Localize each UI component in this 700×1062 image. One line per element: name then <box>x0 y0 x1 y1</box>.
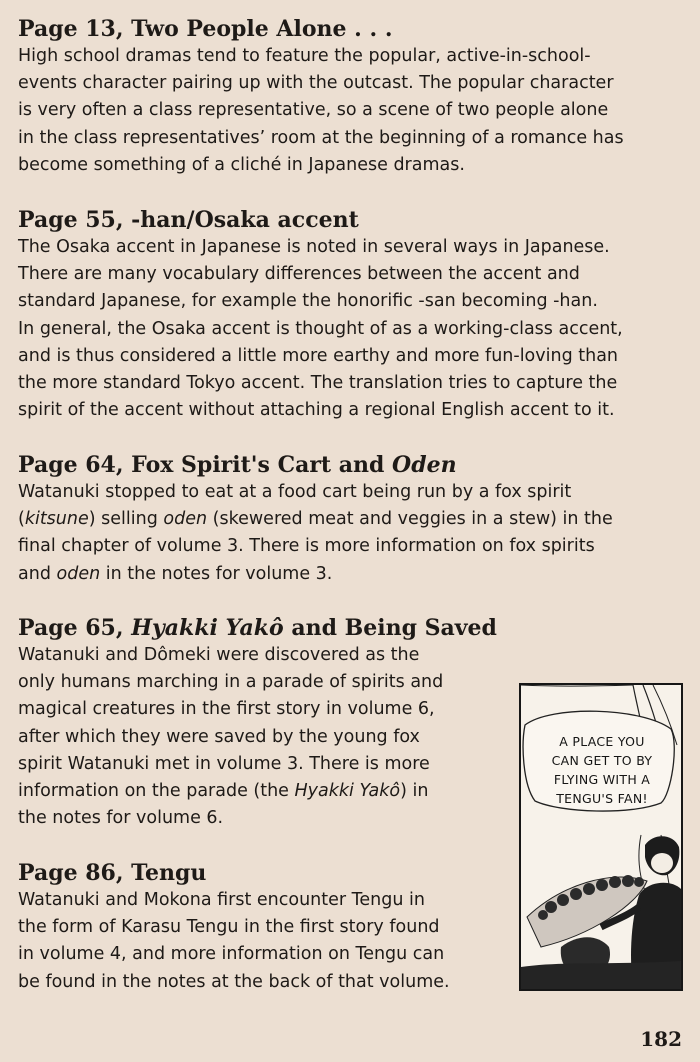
note-body <box>18 43 624 179</box>
note-page-86 <box>18 860 450 996</box>
note-line: spirit Watanuki met in volume 3. There is more <box>18 753 430 774</box>
note-line: and is thus considered a little more earthy and more fun-loving than <box>18 345 619 366</box>
note-line: is very often a class representative, so a scene of two people alone <box>18 100 609 121</box>
note-page-64 <box>18 452 613 588</box>
note-line: There are many vocabulary differences between the accent and <box>18 264 580 285</box>
note-body <box>18 887 450 996</box>
speech-bubble: A PLACE YOU CAN GET TO BY FLYING WITH A TENGU'S FAN! <box>551 734 653 806</box>
manga-panel-illustration <box>521 685 681 989</box>
note-line: in volume 4, and more information on Tengu can <box>18 944 445 965</box>
note-line: the form of Karasu Tengu in the first story found <box>18 917 440 938</box>
note-line: final chapter of volume 3. There is more information on fox spirits <box>18 536 595 557</box>
note-line: Watanuki stopped to eat at a food cart being run by a fox spirit <box>18 482 572 502</box>
note-line: become something of a cliché in Japanese dramas. <box>18 154 465 175</box>
note-line: (kitsune) selling oden (skewered meat and veggies in a stew) in the <box>18 509 613 530</box>
note-line: and oden in the notes for volume 3. <box>18 563 333 584</box>
note-heading: Page 86, Tengu <box>18 860 207 886</box>
note-line: The Osaka accent in Japanese is noted in several ways in Japanese. <box>18 237 610 257</box>
note-heading: Page 13, Two People Alone . . . <box>18 16 393 42</box>
note-line: after which they were saved by the young fox <box>18 726 420 747</box>
note-line: only humans marching in a parade of spirits and <box>18 672 444 693</box>
note-line: In general, the Osaka accent is thought of as a working-class accent, <box>18 318 623 339</box>
note-body <box>18 642 497 832</box>
note-body <box>18 479 613 588</box>
note-line: Watanuki and Dômeki were discovered as the <box>18 645 420 665</box>
note-line: the notes for volume 6. <box>18 808 224 829</box>
note-line: the more standard Tokyo accent. The translation tries to capture the <box>18 372 618 393</box>
note-body <box>18 234 623 424</box>
note-line: information on the parade (the Hyakki Yakô) in <box>18 780 429 801</box>
note-line: be found in the notes at the back of that volume. <box>18 971 450 992</box>
note-line: High school dramas tend to feature the popular, active-in-school- <box>18 46 591 66</box>
note-line: in the class representatives’ room at the beginning of a romance has <box>18 127 624 148</box>
manga-panel <box>519 683 683 991</box>
note-line: Watanuki and Mokona first encounter Tengu in <box>18 890 425 910</box>
page-number: 182 <box>640 1027 682 1051</box>
note-line: events character pairing up with the outcast. The popular character <box>18 73 614 94</box>
note-heading: Page 65, Hyakki Yakô and Being Saved <box>18 615 497 641</box>
note-page-13 <box>18 16 624 179</box>
note-line: spirit of the accent without attaching a regional English accent to it. <box>18 400 615 421</box>
note-heading: Page 55, -han/Osaka accent <box>18 207 359 233</box>
note-page-55 <box>18 207 623 424</box>
note-line: magical creatures in the first story in volume 6, <box>18 699 435 720</box>
note-heading: Page 64, Fox Spirit's Cart and Oden <box>18 452 457 478</box>
note-line: standard Japanese, for example the honorific -san becoming -han. <box>18 291 598 312</box>
note-page-65 <box>18 615 497 832</box>
